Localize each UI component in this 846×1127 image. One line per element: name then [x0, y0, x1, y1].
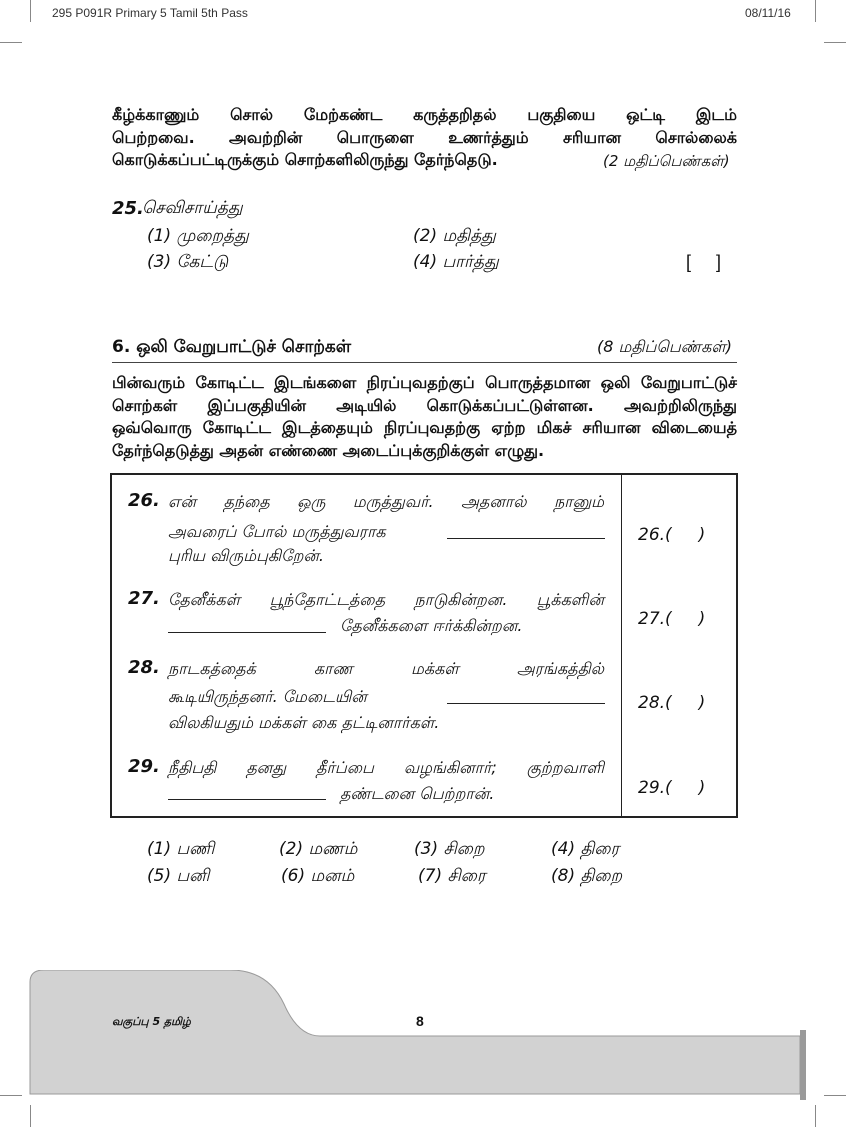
word-option: (4) திரை — [551, 839, 620, 859]
word-option: (1) பணி — [147, 839, 215, 859]
crop-mark — [30, 0, 31, 22]
prev-section-marks: (2 மதிப்பெண்கள்) — [603, 152, 730, 170]
word-option: (2) மணம் — [279, 839, 358, 859]
question-number: 29. — [128, 756, 160, 777]
header-left: 295 P091R Primary 5 Tamil 5th Pass — [52, 6, 248, 20]
section-instructions — [112, 372, 737, 462]
instruction-line: தேர்ந்தெடுத்து அதன் எண்ணை அடைப்புக்குறிக்குள் எழுது. — [112, 440, 545, 460]
page-number: 8 — [416, 1013, 424, 1029]
crop-mark — [30, 1105, 31, 1127]
question-line: கூடியிருந்தனர். மேடையின் — [168, 687, 367, 706]
blank-line[interactable] — [447, 703, 605, 704]
footer-band — [0, 970, 846, 1100]
word-option: (8) திறை — [551, 866, 623, 886]
question-word: செவிசாய்த்து — [142, 198, 243, 218]
section-title: 6. ஒலி வேறுபாட்டுச் சொற்கள் — [112, 337, 352, 357]
section-divider — [112, 362, 737, 363]
question-line: நாடகத்தைக் காண மக்கள் அரங்கத்தில் — [168, 659, 604, 678]
crop-mark — [815, 0, 816, 22]
answer-slot[interactable]: 28.( ) — [638, 693, 706, 713]
answer-bracket[interactable]: [ ] — [686, 252, 722, 272]
answer-slot[interactable]: 29.( ) — [638, 778, 706, 798]
word-option: (7) சிரை — [418, 866, 486, 886]
instruction-line: சொற்கள் இப்பகுதியின் அடியில் கொடுக்கப்பட்டுள்ளன. அவற்றிலிருந்து — [112, 395, 737, 415]
question-line: நீதிபதி தனது தீர்ப்பை வழங்கினார்; குற்றவாளி — [168, 758, 604, 777]
instruction-line: பின்வரும் கோடிட்ட இடங்களை நிரப்புவதற்குப் பொருத்தமான ஒலி வேறுபாட்டுச் — [112, 373, 737, 392]
crop-mark — [815, 1105, 816, 1127]
blank-line[interactable] — [168, 632, 326, 633]
question-number: 26. — [128, 490, 160, 511]
question-line: தண்டனை பெற்றான். — [340, 784, 495, 803]
table-column-divider — [621, 475, 622, 816]
word-option: (3) சிறை — [414, 839, 485, 859]
footer-label: வகுப்பு 5 தமிழ் — [112, 1015, 191, 1028]
question-line: தேனீக்கள் பூந்தோட்டத்தை நாடுகின்றன. பூக்களின் — [168, 590, 604, 609]
blank-line[interactable] — [168, 799, 326, 800]
question-number: 27. — [128, 588, 160, 609]
instruction-line: ஒவ்வொரு கோடிட்ட இடத்தையும் நிரப்புவதற்கு ஏற்ற மிகச் சரியான விடையைத் — [112, 418, 737, 437]
question-line: விலகியதும் மக்கள் கை தட்டினார்கள். — [168, 713, 440, 732]
crop-mark — [0, 42, 22, 43]
option: (2) மதித்து — [413, 226, 496, 246]
option: (4) பார்த்து — [413, 252, 499, 272]
question-line: அவரைப் போல் மருத்துவராக — [168, 522, 386, 541]
instruction-line: பெற்றவை. அவற்றின் பொருளை உணர்த்தும் சரியான சொல்லைக் — [112, 127, 737, 147]
crop-mark — [824, 42, 846, 43]
question-number: 25. — [112, 198, 144, 219]
answer-slot[interactable]: 27.( ) — [638, 609, 706, 629]
word-option: (6) மனம் — [281, 866, 355, 886]
answer-slot[interactable]: 26.( ) — [638, 525, 706, 545]
blank-line[interactable] — [447, 538, 605, 539]
section-marks: (8 மதிப்பெண்கள்) — [597, 337, 733, 356]
question-line: புரிய விரும்புகிறேன். — [168, 546, 324, 565]
instruction-line: கீழ்க்காணும் சொல் மேற்கண்ட கருத்தறிதல் பகுதியை ஒட்டி இடம் — [112, 105, 737, 124]
instruction-line: கொடுக்கப்பட்டிருக்கும் சொற்களிலிருந்து தேர்ந்தெடு. — [112, 150, 498, 169]
word-option: (5) பனி — [147, 866, 210, 886]
header-date: 08/11/16 — [745, 6, 791, 20]
question-line: என் தந்தை ஒரு மருத்துவர். அதனால் நானும் — [168, 492, 604, 511]
question-line: தேனீக்களை ஈர்க்கின்றன. — [340, 616, 523, 635]
option: (3) கேட்டு — [147, 252, 229, 272]
question-number: 28. — [128, 657, 160, 678]
option: (1) முறைத்து — [147, 226, 249, 246]
